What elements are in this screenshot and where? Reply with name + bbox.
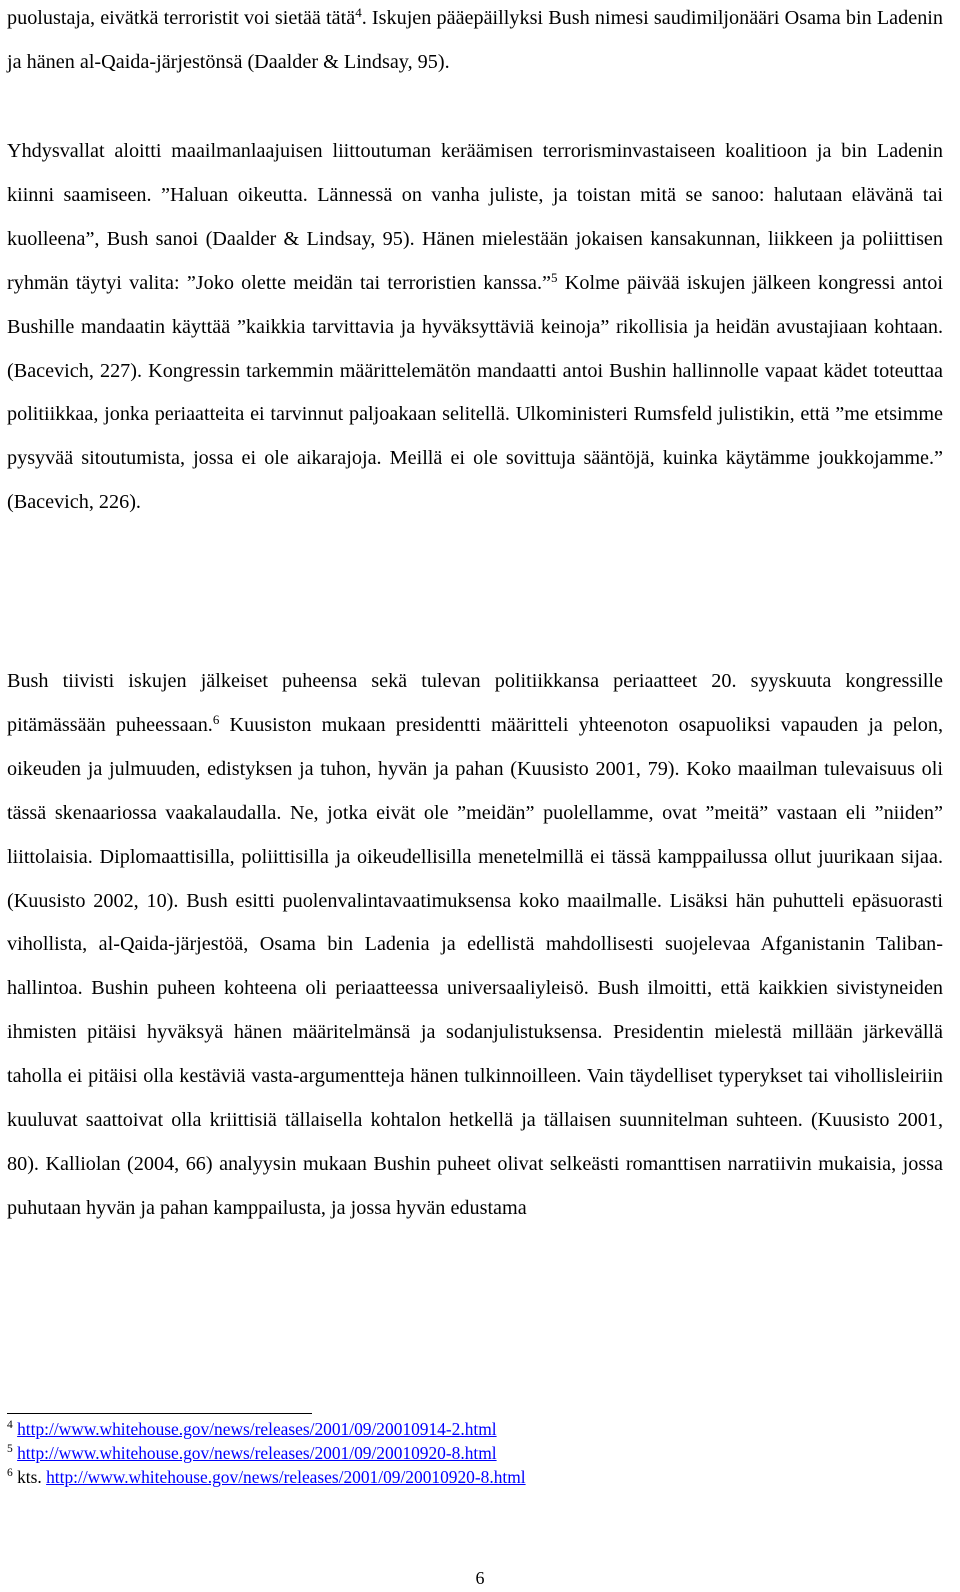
- footnote-divider: [7, 1413, 312, 1414]
- paragraph-text: Kolme päivää iskujen jälkeen kongressi antoi Bushille mandaatin käyttää ”kaikkia tarvittavia ja hyväksyttäviä keinoja” rikollisia ja heidän avustajiaan kohtaan. (Bacevich, 227). Kongressin tarkemmin määrittelemätön mandaatti antoi Bushin hallinnolle vapaat kädet toteuttaa politiikkaa, jonka periaatteita ei tarvinnut paljoakaan selitellä. Ulkoministeri Rumsfeld julistikin, että ”me etsimme pysyvää sitoutumista, jossa ei ole aikarajoja. Meillä ei ole sovittuja sääntöjä, kuinka käytämme joukkojamme.” (Bacevich, 226).: [7, 271, 943, 514]
- page-number: 6: [475, 1568, 485, 1588]
- paragraph-text: . Iskujen pääepäillyksi Bush nimesi saudimiljonääri Osama bin Ladenin ja hänen al-Qaida-järjestönsä (Daalder & Lindsay, 95).: [7, 7, 943, 73]
- footnote-link[interactable]: http://www.whitehouse.gov/news/releases/2001/09/20010920-8.html: [46, 1467, 526, 1487]
- body-paragraph-1: [7, 0, 943, 85]
- footnote-4: [7, 1417, 943, 1441]
- footnote-6: [7, 1465, 943, 1489]
- paragraph-text: Yhdysvallat aloitti maailmanlaajuisen liittoutuman keräämisen terrorisminvastaiseen koalitioon ja bin Ladenin kiinni saamiseen. ”Haluan oikeutta. Lännessä on vanha juliste, ja toistan mitä se sanoo: halutaan elävänä tai kuolleena”, Bush sanoi (Daalder & Lindsay, 95). Hänen mielestään jokaisen kansakunnan, liikkeen ja poliittisen ryhmän täytyi valita: ”Joko olette meidän tai terroristien kanssa.”: [7, 140, 943, 294]
- footnote-number: 4: [7, 1419, 13, 1432]
- footnote-number: 5: [7, 1443, 13, 1456]
- footnote-ref-6[interactable]: 6: [212, 711, 220, 727]
- body-paragraph-2: [7, 130, 943, 525]
- paragraph-text: puolustaja, eivätkä terroristit voi sietää tätä: [7, 7, 356, 29]
- footnote-ref-4[interactable]: 4: [355, 4, 362, 20]
- body-paragraph-3: [7, 660, 943, 1231]
- footnotes-section: [7, 1417, 943, 1489]
- footnote-link[interactable]: http://www.whitehouse.gov/news/releases/2001/09/20010914-2.html: [17, 1419, 497, 1439]
- paragraph-text: Bush tiivisti iskujen jälkeiset puheensa sekä tulevan politiikkansa periaatteet 20. syyskuuta kongressille pitämässään puheessaan.: [7, 670, 943, 736]
- footnote-number: 6: [7, 1467, 13, 1480]
- paragraph-text: Kuusiston mukaan presidentti määritteli yhteenoton osapuoliksi vapauden ja pelon, oikeuden ja julmuuden, edistyksen ja tuhon, hyvän ja pahan (Kuusisto 2001, 79). Koko maailman tulevaisuus oli tässä skenaariossa vaakalaudalla. Ne, jotka eivät ole ”meidän” puolellamme, ovat ”meitä” vastaan eli ”niiden” liittolaisia. Diplomaattisilla, poliittisilla ja oikeudellisilla menetelmillä ei tässä kamppailussa ollut juurikaan sijaa. (Kuusisto 2002, 10). Bush esitti puolenvalintavaatimuksensa koko maailmalle. Lisäksi hän puhutteli epäsuorasti vihollista, al-Qaida-järjestöä, Osama bin Ladenia ja edellistä mahdollisesti suojelevaa Afganistanin Taliban-hallintoa. Bushin puheen kohteena oli periaatteessa universaaliyleisö. Bush ilmoitti, että kaikkien sivistyneiden ihmisten pitäisi hyväksyä hänen määritelmänsä ja sodanjulistuksensa. Presidentin mielestä millään järkevällä taholla ei pitäisi olla kestäviä vasta-argumentteja hänen tulkinnoilleen. Vain täydelliset typerykset tai vihollisleiriin kuuluvat saattoivat olla kriittisiä tällaisella kohtalon hetkellä ja tällaisen suunnitelman suhteen. (Kuusisto 2001, 80). Kalliolan (2004, 66) analyysin mukaan Bushin puheet olivat selkeästi romanttisen narratiivin mukaisia, jossa puhutaan hyvän ja pahan kamppailusta, ja jossa hyvän edustama: [7, 713, 943, 1219]
- footnote-link[interactable]: http://www.whitehouse.gov/news/releases/2001/09/20010920-8.html: [17, 1443, 497, 1463]
- footnote-ref-5[interactable]: 5: [551, 269, 558, 285]
- footnote-5: [7, 1441, 943, 1465]
- footnote-prefix: kts.: [17, 1467, 47, 1487]
